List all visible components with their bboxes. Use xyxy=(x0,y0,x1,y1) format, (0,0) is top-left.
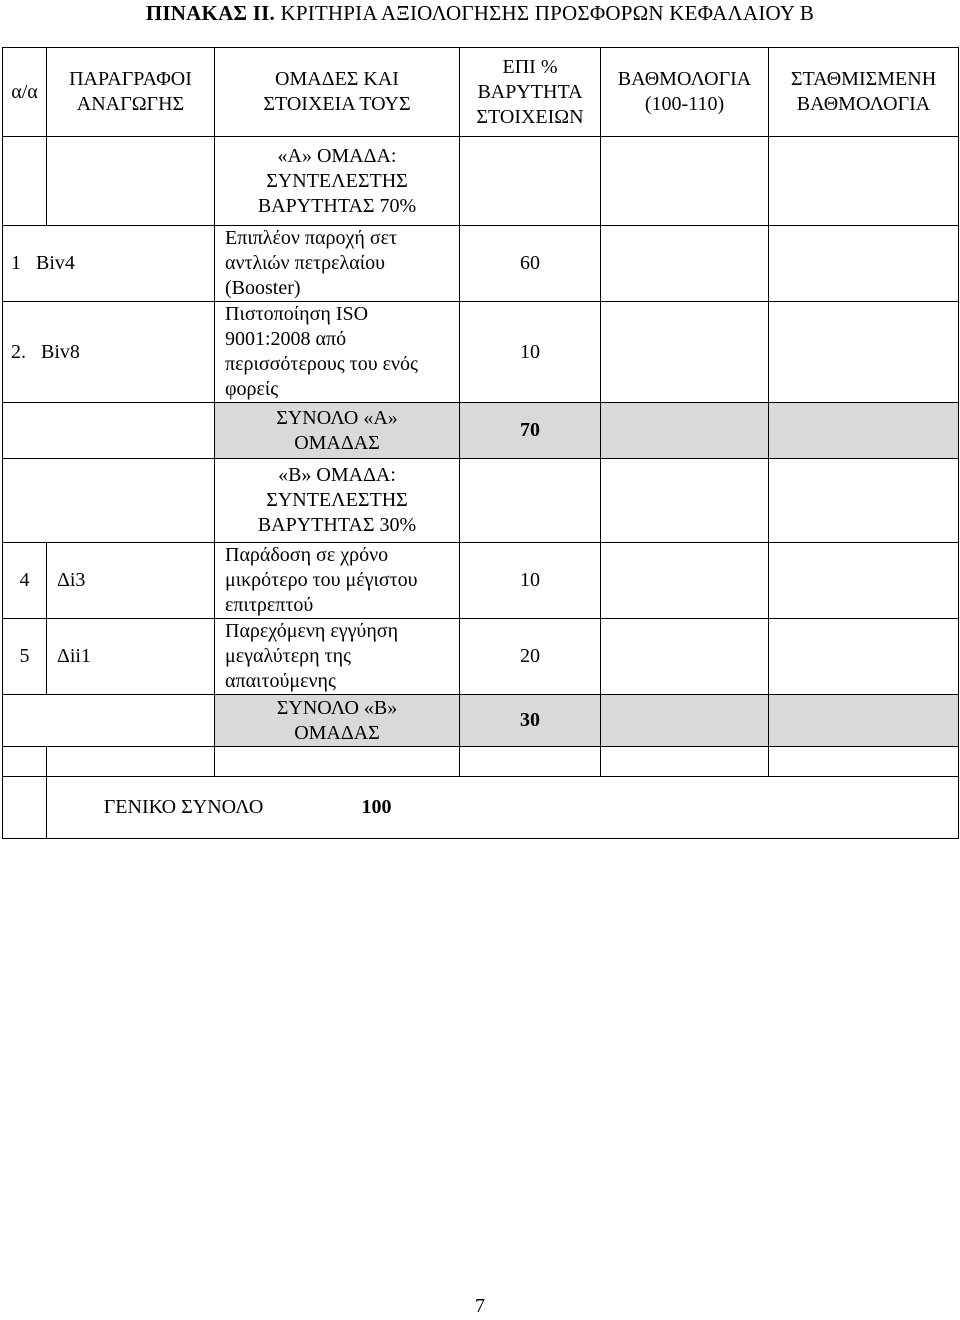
row-score xyxy=(601,543,769,619)
criterion-line: (Booster) xyxy=(225,277,301,299)
criterion-line: μεγαλύτερη της xyxy=(225,645,351,667)
cell-empty xyxy=(460,459,601,543)
row-weight: 60 xyxy=(460,226,601,302)
row-score xyxy=(601,302,769,403)
table-row xyxy=(3,226,959,302)
criterion-line: 9001:2008 από xyxy=(225,328,347,350)
header-weighted-line2: ΒΑΘΜΟΛΟΓΙΑ xyxy=(796,93,931,115)
cell-empty xyxy=(3,459,215,543)
criterion-line: Πιστοποίηση ISO xyxy=(225,303,369,325)
total-label-line2: ΟΜΑΔΑΣ xyxy=(294,721,380,744)
header-paragraphs-line1: ΠΑΡΑΓΡΑΦΟΙ xyxy=(69,68,192,90)
group-a-header xyxy=(215,137,460,226)
grand-total-row xyxy=(3,777,959,839)
criterion-line: απαιτούμενης xyxy=(225,670,336,692)
group-b-total-label xyxy=(215,695,460,747)
criterion-line: Παρεχόμενη εγγύηση xyxy=(225,620,399,642)
criterion-line: φορείς xyxy=(225,378,279,400)
title-prefix: ΠΙΝΑΚΑΣ ΙΙ. xyxy=(145,1,276,25)
header-weight-line2: ΒΑΡΥΤΗΤΑ xyxy=(477,80,583,103)
cell-empty xyxy=(601,137,769,226)
criterion-line: Παράδοση σε χρόνο xyxy=(225,544,389,566)
criterion-line: μικρότερο του μέγιστου xyxy=(225,569,418,591)
row-score xyxy=(601,619,769,695)
header-row xyxy=(3,48,959,137)
row-criterion xyxy=(215,226,460,302)
cell-empty xyxy=(769,403,959,459)
row-criterion xyxy=(215,302,460,403)
cell-empty xyxy=(3,747,47,777)
cell-empty xyxy=(769,747,959,777)
row-weighted-score xyxy=(769,302,959,403)
row-score xyxy=(601,226,769,302)
group-b-header-line2: ΣΥΝΤΕΛΕΣΤΗΣ xyxy=(266,489,408,511)
row-criterion xyxy=(215,619,460,695)
cell-empty xyxy=(601,403,769,459)
row-weighted-score xyxy=(769,619,959,695)
row-criterion xyxy=(215,543,460,619)
header-groups xyxy=(215,48,460,137)
header-weight xyxy=(460,48,601,137)
row-paragraph: Δii1 xyxy=(47,619,215,695)
header-groups-line2: ΣΤΟΙΧΕΙΑ ΤΟΥΣ xyxy=(263,93,411,115)
group-a-total-row xyxy=(3,403,959,459)
group-a-header-line2: ΣΥΝΤΕΛΕΣΤΗΣ xyxy=(266,169,408,192)
grand-total-cell xyxy=(47,777,959,839)
group-b-header-row xyxy=(3,459,959,543)
row-weight: 10 xyxy=(460,302,601,403)
header-paragraphs-line2: ΑΝΑΓΩΓΗΣ xyxy=(76,93,185,115)
cell-empty xyxy=(215,747,460,777)
cell-empty xyxy=(769,459,959,543)
row-paragraph: Biv4 xyxy=(36,252,75,274)
row-weight: 20 xyxy=(460,619,601,695)
cell-empty xyxy=(601,459,769,543)
criteria-table xyxy=(2,47,959,839)
title-text: ΚΡΙΤΗΡΙΑ ΑΞΙΟΛΟΓΗΣΗΣ ΠΡΟΣΦΟΡΩΝ ΚΕΦΑΛΑΙΟΥ Β xyxy=(280,1,815,25)
row-id xyxy=(3,302,215,403)
header-weight-line1: ΕΠΙ % xyxy=(502,55,558,78)
grand-total-label: ΓΕΝΙΚΟ ΣΥΝΟΛΟ xyxy=(103,796,264,818)
grand-total-value: 100 xyxy=(361,796,392,818)
criterion-line: περισσότερους του ενός xyxy=(225,353,418,375)
cell-empty xyxy=(769,695,959,747)
cell-empty xyxy=(47,747,215,777)
cell-empty xyxy=(47,137,215,226)
row-id xyxy=(3,226,215,302)
criterion-line: επιτρεπτού xyxy=(225,594,314,616)
group-b-total-value: 30 xyxy=(460,695,601,747)
header-groups-line1: ΟΜΑΔΕΣ ΚΑΙ xyxy=(275,68,399,90)
header-score-line2: (100-110) xyxy=(644,93,725,115)
header-weighted-line1: ΣΤΑΘΜΙΣΜΕΝΗ xyxy=(790,68,937,90)
cell-empty xyxy=(3,137,47,226)
table-row xyxy=(3,543,959,619)
row-weighted-score xyxy=(769,543,959,619)
row-weighted-score xyxy=(769,226,959,302)
criterion-line: αντλιών πετρελαίου xyxy=(225,252,385,274)
table-row xyxy=(3,619,959,695)
header-aa: α/α xyxy=(3,48,47,137)
group-a-header-row xyxy=(3,137,959,226)
group-a-total-value: 70 xyxy=(460,403,601,459)
header-paragraphs xyxy=(47,48,215,137)
page-number: 7 xyxy=(475,1295,485,1317)
group-b-header-line1: «Β» ΟΜΑΔΑ: xyxy=(278,464,396,486)
criterion-line: Επιπλέον παροχή σετ xyxy=(225,227,398,249)
cell-empty xyxy=(3,403,215,459)
page-title xyxy=(0,0,960,26)
cell-empty xyxy=(769,137,959,226)
cell-empty xyxy=(460,747,601,777)
group-a-header-line3: ΒΑΡΥΤΗΤΑΣ 70% xyxy=(257,194,417,217)
total-label-line2: ΟΜΑΔΑΣ xyxy=(294,431,380,454)
header-weighted xyxy=(769,48,959,137)
group-a-header-line1: «Α» ΟΜΑΔΑ: xyxy=(277,144,397,167)
table-row xyxy=(3,302,959,403)
header-score xyxy=(601,48,769,137)
group-b-header-line3: ΒΑΡΥΤΗΤΑΣ 30% xyxy=(257,514,417,536)
row-number: 1 xyxy=(11,252,21,274)
row-paragraph: Δi3 xyxy=(47,543,215,619)
total-label-line1: ΣΥΝΟΛΟ «Β» xyxy=(276,696,398,719)
spacer-row xyxy=(3,747,959,777)
total-label-line1: ΣΥΝΟΛΟ «Α» xyxy=(276,406,398,429)
cell-empty xyxy=(460,137,601,226)
cell-empty xyxy=(3,777,47,839)
row-paragraph: Biv8 xyxy=(41,340,80,363)
group-b-total-row xyxy=(3,695,959,747)
row-weight: 10 xyxy=(460,543,601,619)
header-weight-line3: ΣΤΟΙΧΕΙΩΝ xyxy=(476,105,584,128)
header-score-line1: ΒΑΘΜΟΛΟΓΙΑ xyxy=(617,68,752,90)
row-number: 5 xyxy=(3,619,47,695)
cell-empty xyxy=(601,747,769,777)
cell-empty xyxy=(601,695,769,747)
group-a-total-label xyxy=(215,403,460,459)
group-b-header xyxy=(215,459,460,543)
row-number: 2. xyxy=(11,340,26,363)
cell-empty xyxy=(3,695,215,747)
row-number: 4 xyxy=(3,543,47,619)
